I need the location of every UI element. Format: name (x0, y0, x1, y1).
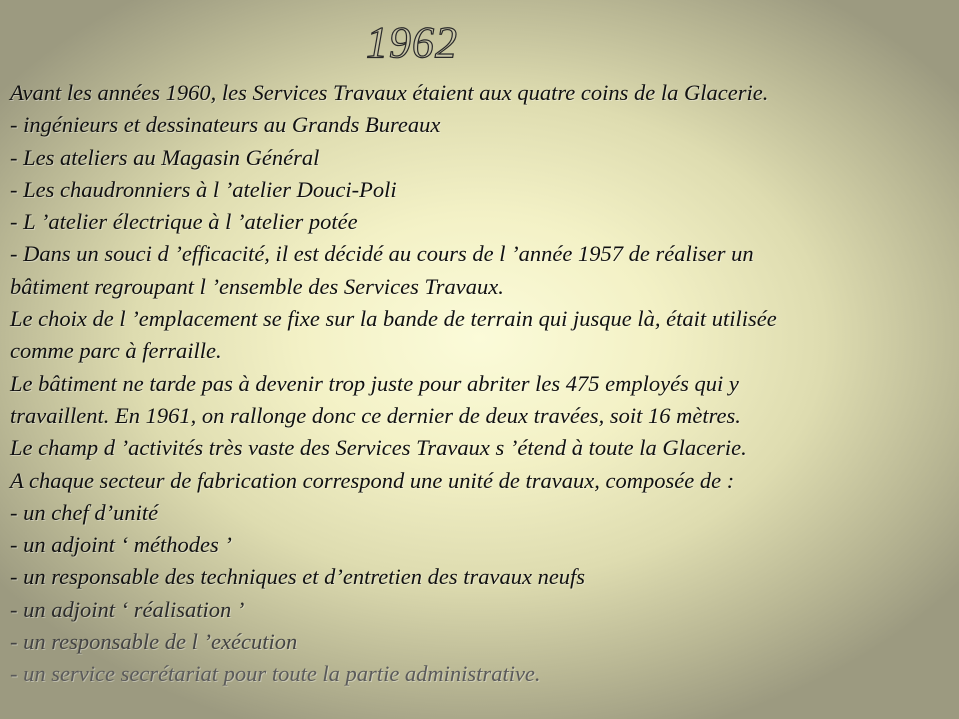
text-line: A chaque secteur de fabrication correspond une unité de travaux, composée de : (10, 467, 735, 493)
text-line: - un adjoint ‘ méthodes ’ (10, 532, 232, 558)
text-line: - Les ateliers au Magasin Général (10, 144, 320, 170)
text-line: Le bâtiment ne tarde pas à devenir trop juste pour abriter les 475 employés qui y (10, 370, 739, 396)
text-line: - un responsable de l ’exécution (10, 629, 298, 655)
text-line: - un responsable des techniques et d’entretien des travaux neufs (10, 564, 586, 590)
text-line: - ingénieurs et dessinateurs au Grands Bureaux (10, 112, 441, 138)
text-line: - un service secrétariat pour toute la partie administrative. (10, 661, 541, 687)
text-line: - L ’atelier électrique à l ’atelier potée (10, 209, 358, 235)
text-line: travaillent. En 1961, on rallonge donc ce dernier de deux travées, soit 16 mètres. (10, 402, 741, 428)
text-line: comme parc à ferraille. (10, 338, 222, 364)
text-line: - Les chaudronniers à l ’atelier Douci-Poli (10, 176, 397, 202)
text-line: bâtiment regroupant l ’ensemble des Services Travaux. (10, 273, 504, 299)
text-line: - un adjoint ‘ réalisation ’ (10, 596, 245, 622)
text-line: Le choix de l ’emplacement se fixe sur la bande de terrain qui jusque là, était utilisée (10, 306, 777, 332)
slide-title: 1962 (366, 18, 458, 67)
text-line: Le champ d ’activités très vaste des Services Travaux s ’étend à toute la Glacerie. (10, 435, 747, 461)
slide-body (10, 77, 950, 691)
text-line: Avant les années 1960, les Services Travaux étaient aux quatre coins de la Glacerie. (10, 80, 769, 105)
text-line: - Dans un souci d ’efficacité, il est décidé au cours de l ’année 1957 de réaliser un (10, 241, 754, 267)
text-line: - un chef d’unité (10, 499, 159, 525)
